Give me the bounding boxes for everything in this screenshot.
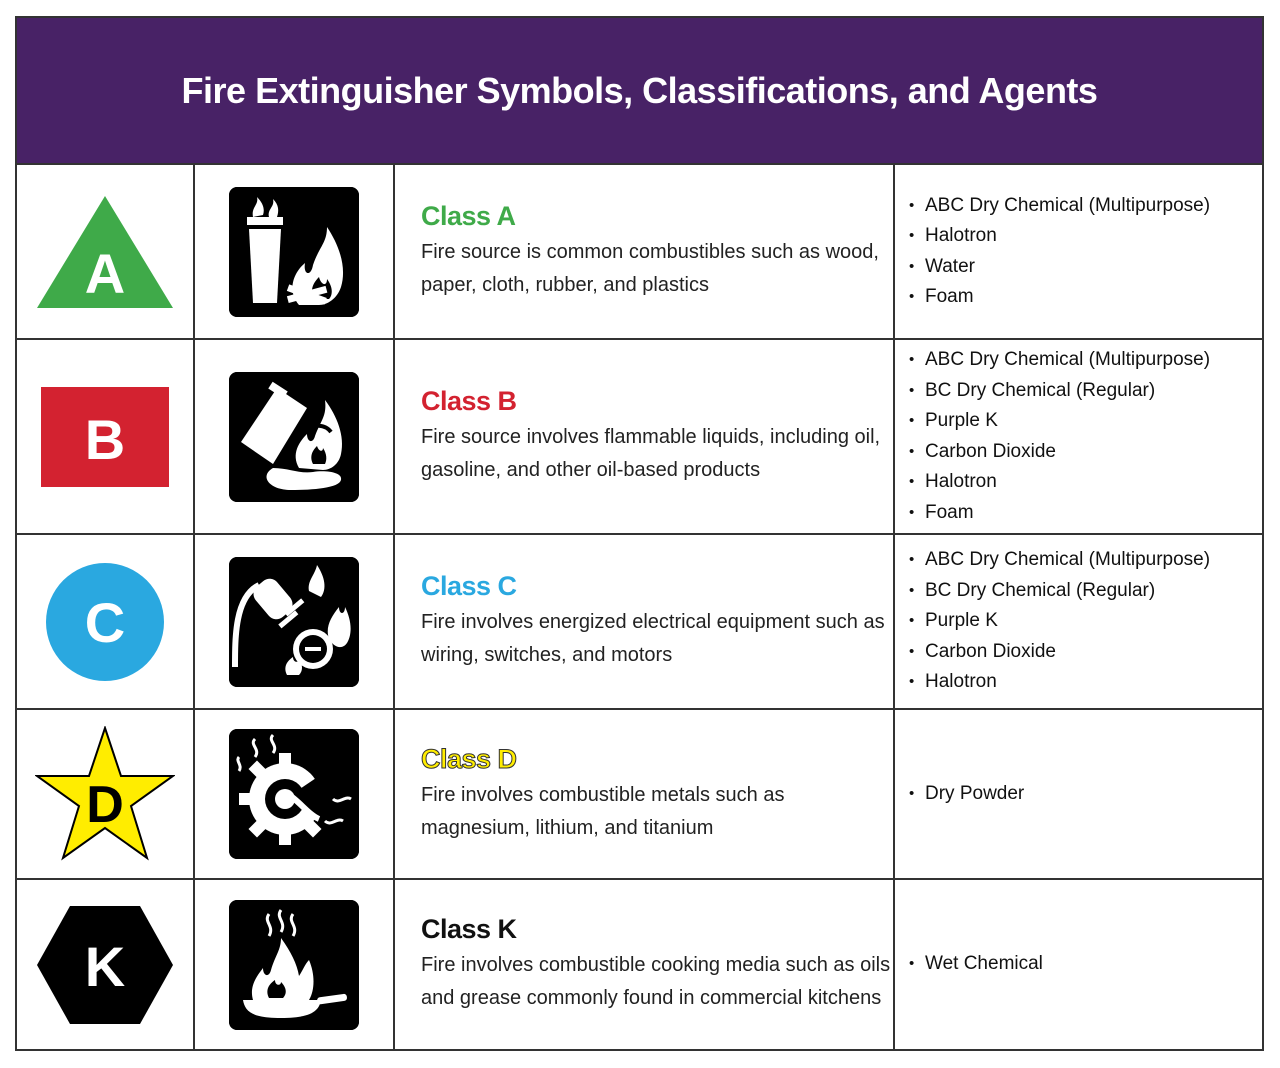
agent-item: • Foam <box>909 498 1210 529</box>
class-a-symbol-cell <box>17 165 195 338</box>
class-d-pictogram-cell <box>195 710 395 878</box>
class-b-pictogram-cell <box>195 340 395 533</box>
agent-item: • ABC Dry Chemical (Multipurpose) <box>909 191 1210 222</box>
svg-text:D: D <box>86 776 124 834</box>
metal-gear-fire-icon <box>229 729 359 859</box>
class-d-symbol-cell <box>17 710 195 878</box>
class-a-description-cell <box>395 165 895 338</box>
green-triangle-icon <box>34 192 176 312</box>
class-k-pictogram-cell <box>195 880 395 1049</box>
class-c-description-cell <box>395 535 895 708</box>
blue-circle-icon <box>45 562 165 682</box>
class-k-description-cell <box>395 880 895 1049</box>
class-k-row <box>17 878 1262 1049</box>
svg-text:K: K <box>84 934 126 998</box>
class-k-description: Fire involves combustible cooking media such as oils and grease commonly found in commercial kitchens <box>421 954 891 1009</box>
class-c-description: Fire involves energized electrical equipment such as wiring, switches, and motors <box>421 611 885 666</box>
class-c-agents-list <box>909 545 1210 698</box>
frying-pan-fire-icon <box>229 900 359 1030</box>
red-square-icon <box>41 387 169 487</box>
class-k-title: Class K <box>421 914 517 944</box>
fire-extinguisher-table <box>15 16 1264 1051</box>
table-title: Fire Extinguisher Symbols, Classifications, and Agents <box>17 18 1262 163</box>
class-c-symbol-cell <box>17 535 195 708</box>
trash-bin-and-wood-fire-icon <box>229 187 359 317</box>
class-b-agents-cell <box>895 340 1262 533</box>
class-k-agents-cell <box>895 880 1262 1049</box>
agent-item: • Wet Chemical <box>909 949 1043 980</box>
class-a-pictogram-cell <box>195 165 395 338</box>
agent-item: • BC Dry Chemical (Regular) <box>909 376 1210 407</box>
class-b-agents-list <box>909 345 1210 528</box>
class-k-agents-list <box>909 949 1043 980</box>
class-a-description: Fire source is common combustibles such as wood, paper, cloth, rubber, and plastics <box>421 241 879 296</box>
agent-item: • Purple K <box>909 406 1210 437</box>
class-d-row <box>17 708 1262 878</box>
svg-text:C: C <box>84 590 126 654</box>
agent-item: • BC Dry Chemical (Regular) <box>909 576 1210 607</box>
class-a-agents-list <box>909 191 1210 313</box>
class-b-title: Class B <box>421 386 517 416</box>
agent-item: • Halotron <box>909 221 1210 252</box>
class-d-description-cell <box>395 710 895 878</box>
agent-item: • Halotron <box>909 467 1210 498</box>
agent-item: • Dry Powder <box>909 779 1024 810</box>
agent-item: • Water <box>909 252 1210 283</box>
class-d-title: Class D <box>421 743 517 774</box>
yellow-star-icon <box>35 726 175 862</box>
class-a-agents-cell <box>895 165 1262 338</box>
agent-item: • Foam <box>909 282 1210 313</box>
agent-item: • Halotron <box>909 667 1210 698</box>
class-d-agents-cell <box>895 710 1262 878</box>
class-b-description-cell <box>395 340 895 533</box>
class-c-agents-cell <box>895 535 1262 708</box>
class-b-symbol-cell <box>17 340 195 533</box>
black-hexagon-icon <box>35 904 175 1026</box>
class-d-agents-list <box>909 779 1024 810</box>
svg-text:A: A <box>84 241 126 305</box>
class-d-description: Fire involves combustible metals such as magnesium, lithium, and titanium <box>421 783 785 839</box>
svg-text:B: B <box>84 407 126 471</box>
agent-item: • ABC Dry Chemical (Multipurpose) <box>909 345 1210 376</box>
electrical-plug-fire-icon <box>229 557 359 687</box>
class-k-symbol-cell <box>17 880 195 1049</box>
agent-item: • Purple K <box>909 606 1210 637</box>
class-b-row <box>17 338 1262 533</box>
class-a-title: Class A <box>421 201 516 231</box>
agent-item: • Carbon Dioxide <box>909 637 1210 668</box>
class-c-pictogram-cell <box>195 535 395 708</box>
class-c-row <box>17 533 1262 708</box>
class-c-title: Class C <box>421 571 517 601</box>
agent-item: • Carbon Dioxide <box>909 437 1210 468</box>
class-a-row <box>17 163 1262 338</box>
agent-item: • ABC Dry Chemical (Multipurpose) <box>909 545 1210 576</box>
gas-can-fire-icon <box>229 372 359 502</box>
class-b-description: Fire source involves flammable liquids, including oil, gasoline, and other oil-based products <box>421 426 881 481</box>
